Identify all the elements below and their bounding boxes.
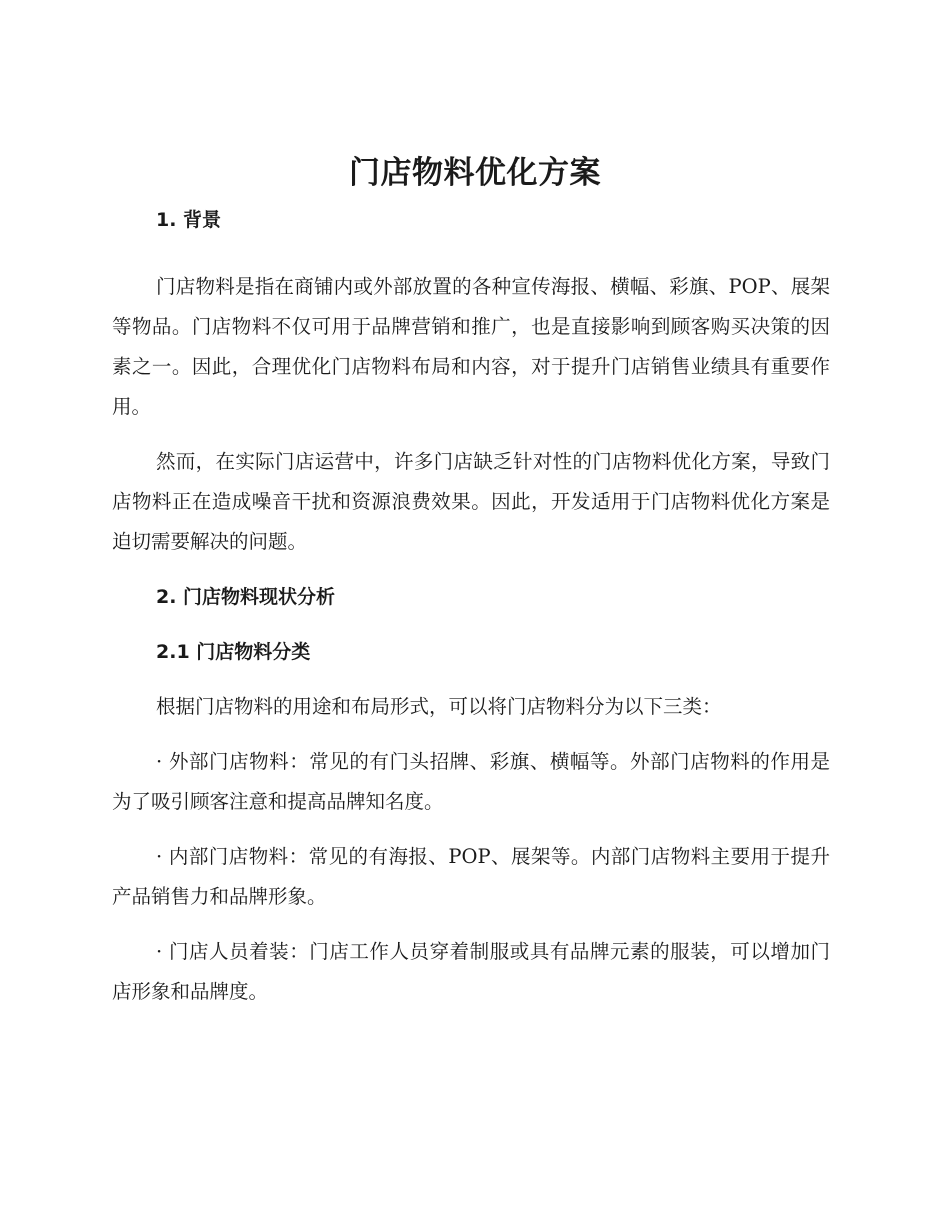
section-heading-analysis: 2. 门店物料现状分析 bbox=[156, 586, 336, 608]
list-item-internal-materials: · 内部门店物料：常见的有海报、POP、展架等。内部门店物料主要用于提升产品销售力和品牌形象。 bbox=[112, 845, 830, 908]
subsection-heading-classification: 2.1 门店物料分类 bbox=[156, 641, 311, 663]
section-heading-background: 1. 背景 bbox=[156, 209, 222, 231]
analysis-intro: 根据门店物料的用途和布局形式，可以将门店物料分为以下三类： bbox=[156, 695, 722, 718]
list-item-external-materials: · 外部门店物料：常见的有门头招牌、彩旗、横幅等。外部门店物料的作用是为了吸引顾客注意和提高品牌知名度。 bbox=[112, 750, 830, 813]
document-body bbox=[112, 200, 830, 1012]
list-item-staff-attire: · 门店人员着装：门店工作人员穿着制服或具有品牌元素的服装，可以增加门店形象和品牌度。 bbox=[112, 940, 830, 1003]
background-paragraph-1: 门店物料是指在商铺内或外部放置的各种宣传海报、横幅、彩旗、POP、展架等物品。门店物料不仅可用于品牌营销和推广，也是直接影响到顾客购买决策的因素之一。因此，合理优化门店物料布局和内容，对于提升门店销售业绩具有重要作用。 bbox=[112, 275, 830, 418]
document-title: 门店物料优化方案 bbox=[349, 155, 601, 191]
background-paragraph-2: 然而，在实际门店运营中，许多门店缺乏针对性的门店物料优化方案，导致门店物料正在造成噪音干扰和资源浪费效果。因此，开发适用于门店物料优化方案是迫切需要解决的问题。 bbox=[112, 450, 830, 553]
